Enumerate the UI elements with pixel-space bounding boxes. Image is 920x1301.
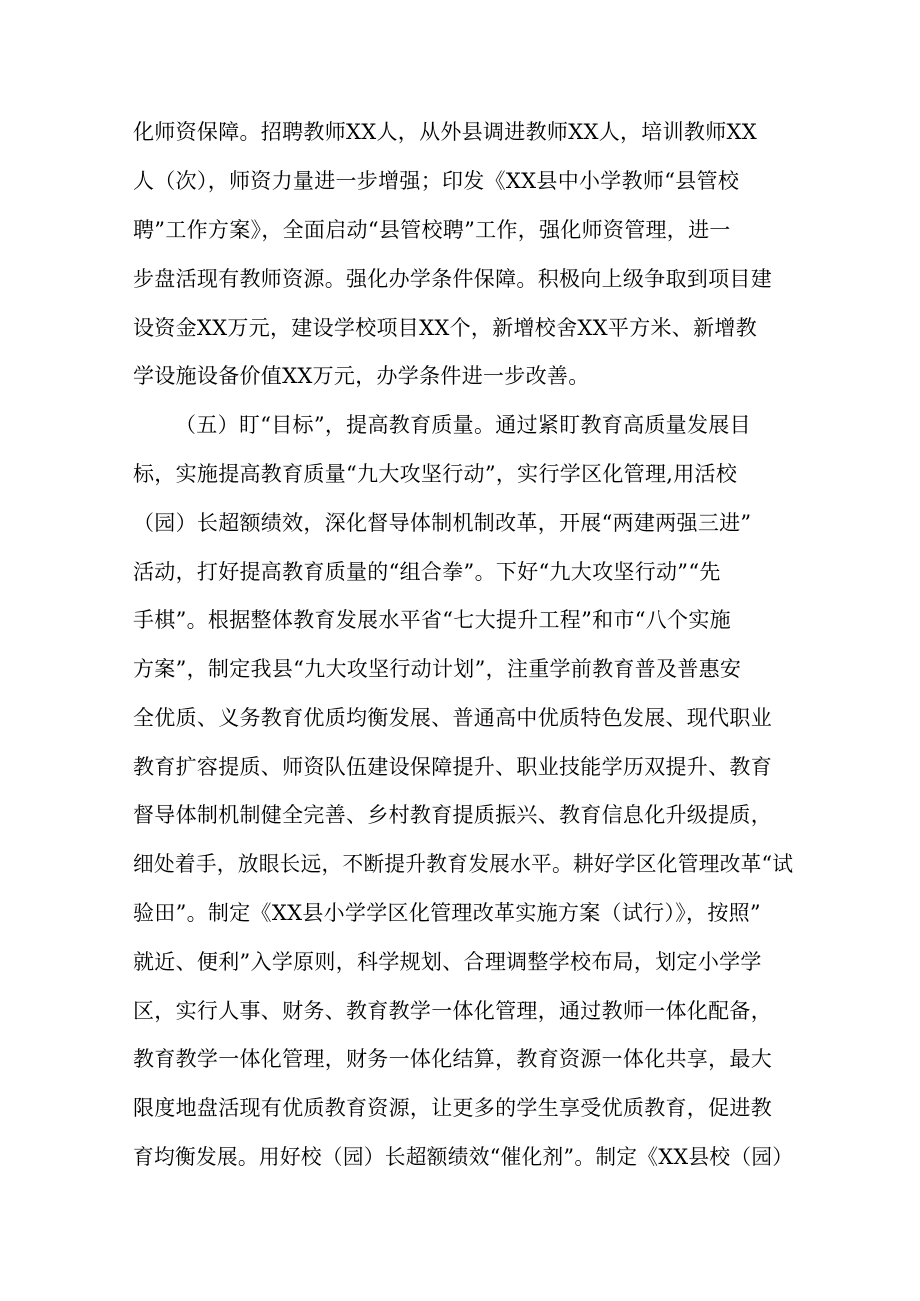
text-line: 限度地盘活现有优质教育资源，让更多的学生享受优质教育，促进教 xyxy=(133,1096,772,1120)
text-line: 设资金XX万元，建设学校项目XX个，新增校舍XX平方米、新增教 xyxy=(133,316,757,340)
text-line: 手棋”。根据整体教育发展水平省“七大提升工程”和市“八个实施 xyxy=(133,608,731,632)
text-line: 教育教学一体化管理，财务一体化结算，教育资源一体化共享，最大 xyxy=(133,1047,772,1071)
text-line: 标，实施提高教育质量“九大攻坚行动”，实行学区化管理,用活校 xyxy=(133,462,738,486)
text-line: 验田”。制定《XX县小学学区化管理改革实施方案（试行）》，按照” xyxy=(133,901,761,925)
text-line: 教育扩容提质、师资队伍建设保障提升、职业技能学历双提升、教育 xyxy=(133,755,772,779)
text-line: 方案”，制定我县“九大攻坚行动计划”，注重学前教育普及普惠安 xyxy=(133,657,742,681)
text-line: 人（次），师资力量进一步增强；印发《XX县中小学教师“县管校 xyxy=(133,169,740,193)
text-line: 全优质、义务教育优质均衡发展、普通高中优质特色发展、现代职业 xyxy=(133,706,772,730)
text-line: 区，实行人事、财务、教育教学一体化管理，通过教师一体化配备， xyxy=(133,999,772,1023)
text-line: 育均衡发展。用好校（园）长超额绩效“催化剂”。制定《XX县校（园） xyxy=(133,1145,794,1169)
text-line: 细处着手，放眼长远，不断提升教育发展水平。耕好学区化管理改革“试 xyxy=(133,852,794,876)
text-line: 化师资保障。招聘教师XX人，从外县调进教师XX人，培训教师XX xyxy=(133,120,757,144)
text-line: 步盘活现有教师资源。强化办学条件保障。积极向上级争取到项目建 xyxy=(133,267,772,291)
text-line: 督导体制机制健全完善、乡村教育提质振兴、教育信息化升级提质， xyxy=(133,803,772,827)
text-line: 学设施设备价值XX万元，办学条件进一步改善。 xyxy=(133,364,590,388)
text-line: 聘”工作方案》，全面启动“县管校聘”工作，强化师资管理，进一 xyxy=(133,218,731,242)
text-line: 就近、便利”入学原则，科学规划、合理调整学校布局，划定小学学 xyxy=(133,950,762,974)
text-line: 活动，打好提高教育质量的“组合拳”。下好“九大攻坚行动”“先 xyxy=(133,560,721,584)
text-line: （园）长超额绩效，深化督导体制机制改革，开展“两建两强三进” xyxy=(133,511,752,535)
section-heading-line: （五）盯“目标”，提高教育质量。通过紧盯教育高质量发展目 xyxy=(175,413,751,437)
